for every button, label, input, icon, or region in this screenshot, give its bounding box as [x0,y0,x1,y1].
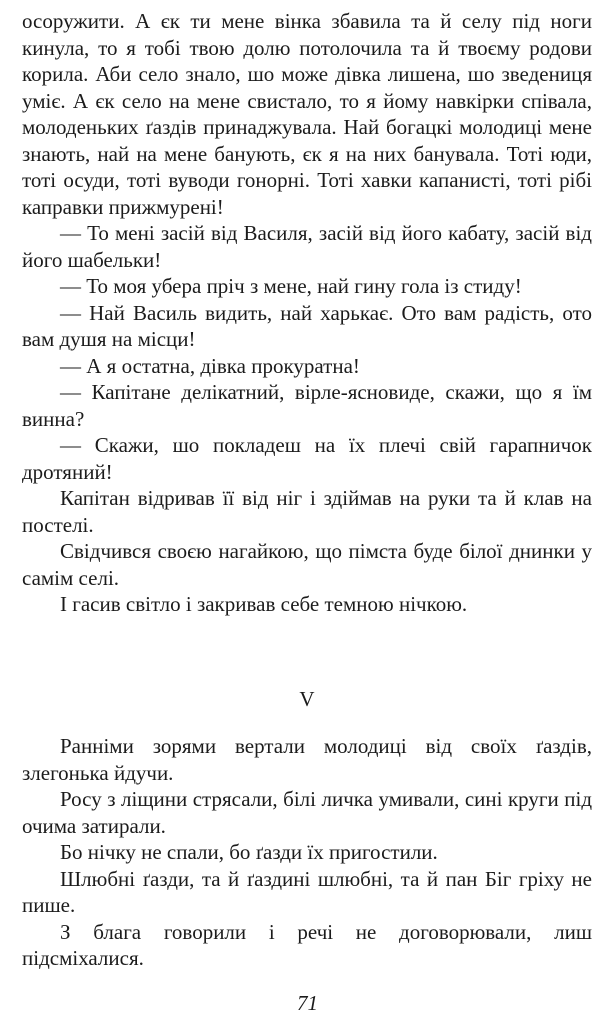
page-number: 71 [297,991,318,1015]
paragraph: Ранніми зорями вертали молодиці від своїх ґаздів, злегонька йдучи. [22,734,592,785]
paragraph: — Скажи, шо покладеш на їх плечі свій гарапничок дротяний! [22,433,592,484]
paragraph: Росу з ліщини стрясали, білі личка умивали, сині круги під очима затирали. [22,787,592,838]
paragraph: — То моя убера пріч з мене, най гину гола із стиду! [60,274,522,298]
paragraph: З блага говорили і речі не договорювали, лиш підсміхалися. [22,919,592,970]
paragraph: — Най Василь видить, най харькає. Ото вам радість, ото вам душя на місци! [22,300,592,351]
text-block-top [22,8,592,618]
paragraph: І гасив світло і закривав себе темною нічкою. [60,592,468,616]
paragraph: Шлюбні ґазди, та й ґаздині шлюбні, та й пан Біг гріху не пише. [22,866,592,917]
paragraph: — Капітане делікатний, вірле-ясновиде, скажи, що я їм винна? [22,380,592,431]
paragraph: Свідчився своєю нагайкою, що пімста буде білої днинки у самім селі. [22,539,592,590]
paragraph: — А я остатна, дівка прокуратна! [60,353,360,378]
section-heading: V [299,687,315,711]
text-block-bottom [22,733,592,972]
paragraph: Бо нічку не спали, бо ґазди їх пригостили. [60,840,438,864]
paragraph: — То мені засій від Василя, засій від його кабату, засій від його шабельки! [22,221,592,272]
paragraph: осоружити. А єк ти мене вінка збавила та й селу під ноги кинула, то я тобі твою долю потолочила та й твоєму родови корила. Аби село знало, шо може дівка лишена, шо зведениця уміє. А єк село на мене свистало, то я йому навкірки співала, молоденьких ґаздів принаджувала. Най богацкі молодиці мене знають, най на мене банують, єк я на них банувала. Тоті юди, тоті осуди, тоті вуводи гонорні. Тоті хавки капанисті, тоті рібі каправки прижмурені! [22,9,592,219]
paragraph: Капітан відривав її від ніг і здіймав на руки та й клав на постелі. [22,486,592,537]
